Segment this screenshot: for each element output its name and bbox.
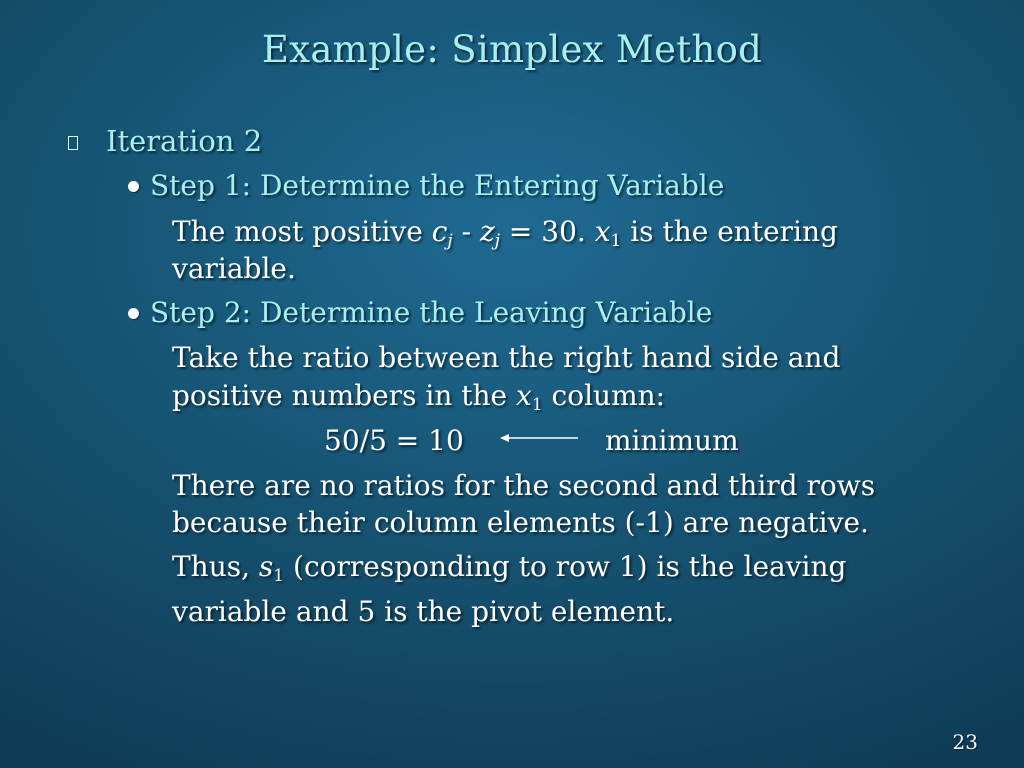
step2-text-post: column: <box>542 379 666 412</box>
var-x-sub: 1 <box>531 395 543 415</box>
hollow-square-icon <box>68 136 78 150</box>
bullet-dot-icon <box>128 308 139 319</box>
ratio-note: minimum <box>605 424 739 457</box>
step1-line2: variable. <box>172 252 296 285</box>
step1-text-mid: = 30. <box>500 215 595 248</box>
ratio-expression: 50/5 = 10 <box>324 424 464 457</box>
step2-line1: Take the ratio between the right hand side and <box>172 341 841 374</box>
step2-text-thus: Thus, <box>172 550 259 583</box>
step2-heading: Step 2: Determine the Leaving Variable <box>150 296 713 329</box>
var-s: s <box>258 550 274 583</box>
var-s-sub: 1 <box>273 566 285 586</box>
slide-title: Example: Simplex Method <box>261 28 763 71</box>
iteration-heading: Iteration 2 <box>106 124 263 158</box>
step1-heading: Step 1: Determine the Entering Variable <box>150 169 725 202</box>
step2-line2 <box>172 379 666 415</box>
step2-text-pre: positive numbers in the <box>172 379 517 412</box>
step2-line5 <box>172 550 847 586</box>
var-x: x <box>594 215 611 248</box>
minus-sign: - <box>452 215 480 248</box>
step1-text-post: is the entering <box>621 215 838 248</box>
step2-line6: variable and 5 is the pivot element. <box>172 595 675 628</box>
step2-text-leaving: (corresponding to row 1) is the leaving <box>284 550 847 583</box>
step2-line4: because their column elements (-1) are negative. <box>172 506 869 539</box>
var-c-sub: j <box>447 231 453 251</box>
left-arrow-icon <box>500 430 580 446</box>
var-x-sub: 1 <box>610 231 622 251</box>
step1-line1 <box>172 215 838 251</box>
page-number: 23 <box>952 730 978 754</box>
var-x: x <box>516 379 532 412</box>
var-c: c <box>431 215 448 248</box>
step2-line3: There are no ratios for the second and third rows <box>172 469 876 502</box>
var-z: z <box>479 215 495 248</box>
step1-text-pre: The most positive <box>172 215 432 248</box>
bullet-dot-icon <box>128 181 139 192</box>
var-z-sub: j <box>494 231 500 251</box>
